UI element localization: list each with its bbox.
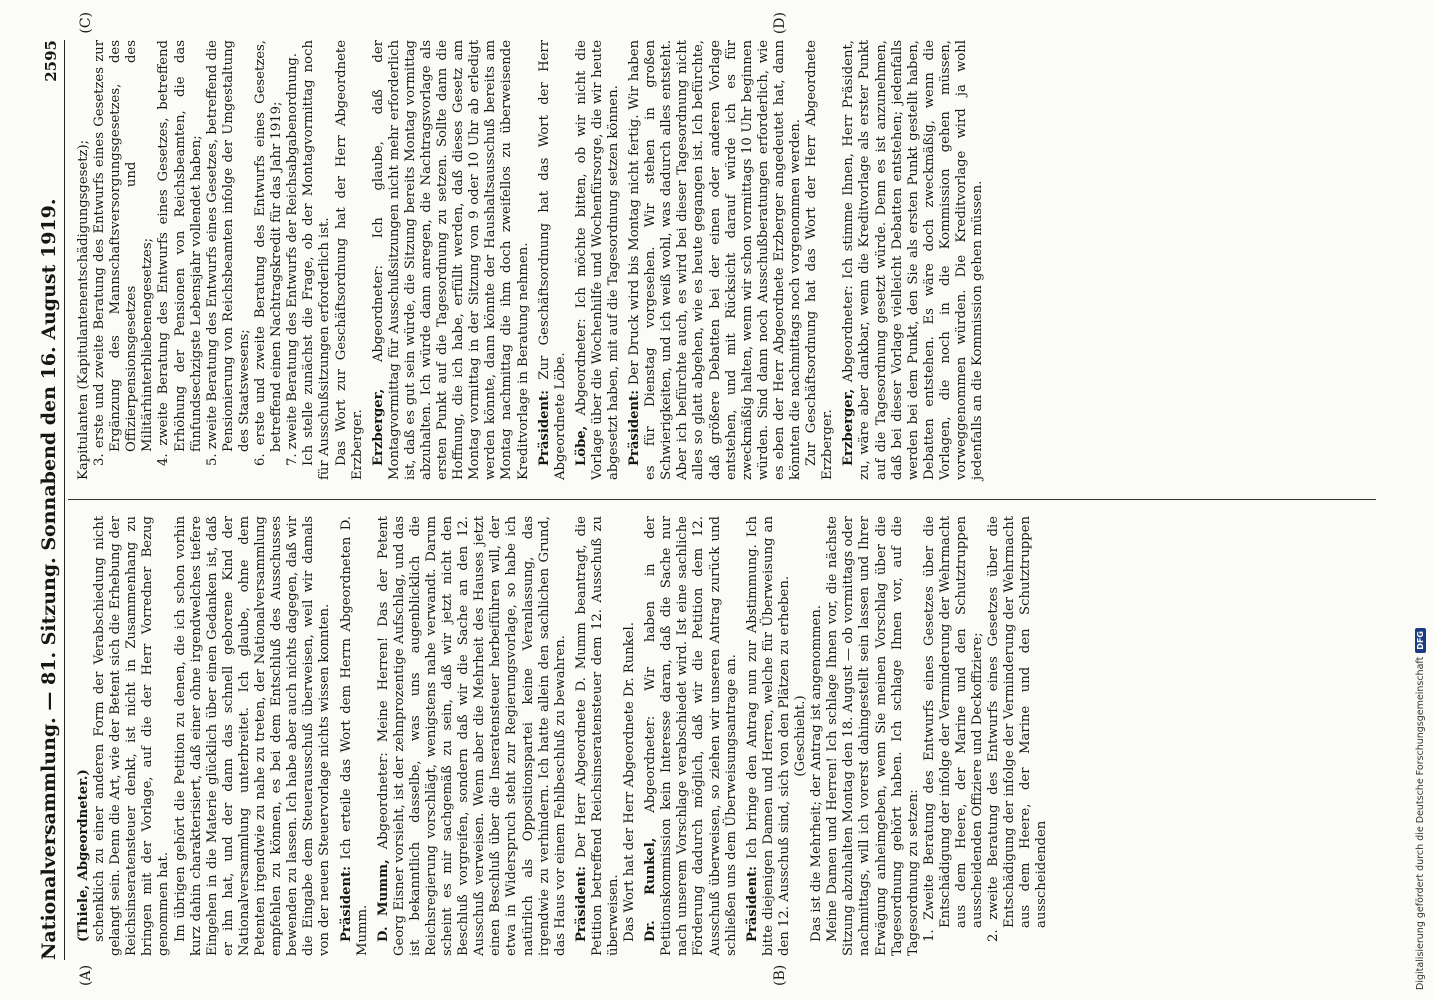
footer-text: Digitalisierung gefördert durch die Deutsche Forschungsgemeinschaft — [1415, 656, 1426, 990]
paragraph-text: 6. erste und zweite Beratung des Entwurfs eines Gesetzes, betreffend einen Nachtragskredit für das Jahr 1919; — [253, 40, 285, 466]
paragraph — [841, 40, 986, 480]
paragraph-text: Im übrigen gehört die Petition zu denen, die ich schon vorhin kurz dahin charakterisiert, daß einer ohne irgendwelches tiefere Eingehen in die Materie glücklich über einen Gedanken ist, daß er ihn hat, und der dann das schnell geborene Kind der Nationalversammlung unterbreitet. Ich glaube, ohne dem Petenten irgendwie zu nahe zu treten, der Nationalversammlung empfehlen zu können, es bei dem Entschluß des Ausschusses bewenden zu lassen. Ich habe aber auch nichts dagegen, daß wir die Eingabe dem Steuerausschuß überweisen, weil wir damals von der neuen Steuervorlage nichts wissen konnten. — [172, 516, 333, 956]
paragraph-text: Ich erteile das Wort dem Herrn Abgeordneten D. Mumm. — [338, 516, 370, 956]
paragraph — [376, 516, 569, 956]
speaker-name: Präsident: — [573, 865, 589, 942]
speaker-name: Erzberger, — [841, 388, 857, 466]
paragraph — [809, 516, 825, 956]
paragraph-text: 3. erste und zweite Beratung des Entwurfs eines Gesetzes zur Ergänzung des Mannschaftsversorgungsgesetzes, des Offizierpensionsgesetzes und des Militärhinterbliebenengesetzes; — [92, 40, 156, 466]
speaker-name: (Thiele, Abgeordneter.) — [76, 769, 91, 942]
speaker-name: Präsident: — [536, 389, 552, 466]
paragraph — [793, 516, 809, 956]
paragraph-text: Der Herr Abgeordnete D. Mumm beantragt, die Petition betreffend Reichsinseratensteuer dem 12. Ausschuß zu überweisen. — [573, 516, 621, 956]
paragraph — [537, 40, 569, 480]
paragraph — [643, 516, 740, 956]
paragraph — [173, 516, 334, 956]
speaker-name: Dr. Runkel, — [643, 837, 659, 942]
speaker-name: Präsident: — [744, 865, 760, 942]
paragraph-text: Ich stelle zunächst die Frage, ob der Montagvormittag noch für Ausschußsitzungen erforderlich ist. — [301, 40, 333, 480]
dfg-logo: DFG — [1415, 628, 1426, 653]
paragraph — [285, 40, 301, 480]
page-header — [34, 40, 65, 960]
paragraph-text: Abgeordneter: Wir haben in der Petitionskommission kein Interesse daran, daß die Sache nur nach unserem Vorschlage verabschiedet wird. Ist eine sachliche Förderung dadurch möglich, daß wir die Petition dem 12. Ausschuß überweisen, so ziehen wir unseren Antrag zurück und schließen uns dem Überweisungsantrage an. — [643, 516, 739, 956]
paragraph-text: 5. zweite Beratung des Entwurfs eines Gesetzes, betreffend die Pensionierung von Reichsbeamten infolge der Umgestaltung des Staatswesens; — [204, 40, 252, 466]
paragraph-text: Zur Geschäftsordnung hat das Wort der Herr Abgeordnete Löbe. — [536, 40, 568, 480]
paragraph — [156, 40, 204, 480]
paragraph — [745, 516, 793, 956]
paragraph — [92, 40, 156, 480]
speaker-name: Löbe, — [573, 425, 589, 466]
paragraph-text: schenklich zu einer anderen Form der Verabschiedung nicht gelangt sein. Denn die Art, wie der Betent sich die Erhebung der Reichsinseratensteuer denkt, ist nicht in Zusammenhang zu bringen mit der Vorlage, auf die der Herr Vorredner Bezug genommen hat. — [92, 516, 172, 956]
paragraph-text: 1. Zweite Beratung des Entwurfs eines Gesetzes über die Entschädigung der infolge der Verminderung der Wehrmacht aus dem Heere, der Marine und den Schutztruppen ausscheidenden Offiziere und Deckoffiziere; — [921, 516, 986, 942]
paragraph-text: Abgeordneter: Meine Herren! Das der Petent Georg Eisner vorsieht, ist der zehnprozentige Aufschlag, und das ist bekanntlich dasselbe, was uns augenblicklich die Reichsregierung vorschlägt, wenigstens nahe verwandt. Darum scheint es mir sachgemäß zu sein, daß wir jetzt nicht den Beschluß vorgreifen, sondern daß wir die Sache an den 12. Ausschuß verweisen. Wenn aber die Mehrheit des Hauses jetzt einen Beschluß über die Inseratensteuer herbeiführen will, der etwa in Widerspruch steht zur Regierungsvorlage, so habe ich natürlich als Oppositionspartei keine Veranlassung, das irgendwie zu verhindern. Ich hatte allein den sachlichen Grund, das Haus vor einem Fehlbeschluß zu bewahren. — [375, 516, 568, 956]
paragraph-text: Zur Geschäftsordnung hat das Wort der Herr Abgeordnete Erzberger. — [804, 40, 836, 480]
paragraph-text: Das Wort zur Geschäftsordnung hat der Herr Abgeordnete Erzberger. — [333, 40, 365, 480]
paragraph-text: Ich bringe den Antrag nun zur Abstimmung. Ich bitte diejenigen Damen und Herren, welche für Überweisung an den 12. Ausschuß sind, sich von den Plätzen zu erheben. — [744, 516, 792, 956]
paragraph-text: 2. zweite Beratung des Entwurfs eines Gesetzes über die Entschädigung der infolge der Verminderung der Wehrmacht aus dem Heere, der Marine und den Schutztruppen ausscheidenden — [986, 516, 1050, 942]
right-column — [76, 40, 986, 480]
paragraph — [825, 516, 922, 956]
paragraph-text: Der Druck wird bis Montag nicht fertig. Wir haben es für Dienstag vorgesehen. Wir stehen in großen Schwierigkeiten, und ich weiß wohl, was dadurch alles entsteht. Aber ich befürchte auch, es wird bei dieser Tagesordnung nicht alles so glatt abgehen, wie es heute gegangen ist. Ich befürchte, daß größere Debatten bei der einen oder anderen Vorlage entstehen, und mit Rücksicht darauf würde ich es für zweckmäßig halten, wenn wir schon vormittags 10 Uhr beginnen würden. Sind dann noch Ausschußberatungen erforderlich, wie es eben der Herr Abgeordnete Erzberger angedeutet hat, dann könnten die nachmittags noch vorgenommen werden. — [627, 40, 804, 480]
page-footer — [1415, 628, 1426, 990]
header-title: Nationalversammlung. — 81. Sitzung. Sonnabend den 16. August 1919. — [38, 198, 60, 960]
paragraph — [622, 516, 638, 956]
speaker-name: Präsident: — [627, 389, 643, 466]
speaker-name: Erzberger, — [370, 388, 386, 466]
paragraph — [986, 516, 1050, 956]
paragraph — [301, 40, 333, 480]
paragraph — [627, 40, 804, 480]
speaker-name: Präsident: — [338, 865, 354, 942]
paragraph-text: Meine Damen und Herren! Ich schlage Ihnen vor, die nächste Sitzung abzuhalten Montag den 18. August — ob vormittags oder nachmittags, will ich vorerst dahingestellt sein lassen und Ihrer Erwägung anheimgeben, wenn Sie meinen Vorschlag über die Tagesordnung gehört haben. Ich schlage Ihnen vor, auf die Tagesordnung zu setzen: — [825, 516, 921, 956]
paragraph-text: Kapitulanten (Kapitulantenentschädigungsgesetz); — [76, 139, 91, 480]
paragraph — [334, 40, 366, 480]
paragraph-text: Abgeordneter: Ich möchte bitten, ob wir nicht die Vorlage über die Wochenhilfe und Wochenfürsorge, die wir heute abgesetzt haben, mit auf die Tagesordnung setzen können. — [573, 40, 621, 480]
paragraph-text: Das ist die Mehrheit; der Antrag ist angenommen. — [809, 605, 825, 942]
paragraph — [76, 40, 92, 480]
page-number: 2595 — [42, 40, 60, 82]
paragraph-text: Abgeordneter: Ich glaube, daß der Montagvormittag für Ausschußsitzungen nicht mehr erforderlich ist, daß es gut sein würde, die Sitzung bereits Montag vormittag abzuhalten. Ich würde dann anregen, die Nachtragsvorlage als ersten Punkt auf die Tagesordnung zu setzen. Sollte dann die Hoffnung, die ich habe, erfüllt werden, daß dieses Gesetz am Montag vormittag in der Sitzung von 9 oder 10 Uhr ab erledigt werden könnte, dann könnte der Haushaltsausschuß bereits am Montag nachmittag die ihm doch zweifellos zu überweisende Kreditvorlage in Beratung nehmen. — [370, 40, 531, 480]
margin-marker-d: (D) — [772, 12, 788, 35]
paragraph — [922, 516, 986, 956]
paragraph-text: 4. zweite Beratung des Entwurfs eines Gesetzes, betreffend Erhöhung der Pensionen von Reichsbeamten, die das fünfundsechzigste Lebensjahr vollendet haben; — [156, 40, 204, 466]
paragraph — [76, 516, 92, 956]
paragraph — [339, 516, 371, 956]
paragraph-text: (Geschieht.) — [793, 695, 809, 777]
margin-marker-b: (B) — [772, 964, 788, 986]
paragraph — [253, 40, 285, 480]
paragraph-text: Abgeordneter: Ich stimme Ihnen, Herr Präsident, zu, wäre aber dankbar, wenn die Kreditvorlage als erster Punkt auf die Tagesordnung gesetzt würde. Denn es ist anzunehmen, daß bei dieser Vorlage vielleicht Debatten entstehen; jedenfalls werden bei dem Punkt, den Sie als ersten Punkt gestellt haben, Debatten entstehen. Es wäre doch zweckmäßig, wenn die Vorlagen, die noch in die Kommission gehen müssen, vorweggenommen würden. Die Kreditvorlage wird ja wohl jedenfalls an die Kommission gehen müssen. — [841, 40, 986, 480]
speaker-name: D. Mumm, — [375, 859, 391, 942]
paragraph-text: 7. zweite Beratung des Entwurfs der Reichsabgabenordnung. — [285, 53, 301, 466]
paragraph — [574, 40, 622, 480]
paragraph-text: Das Wort hat der Herr Abgeordnete Dr. Runkel. — [622, 622, 638, 942]
paragraph — [205, 40, 253, 480]
paragraph — [574, 516, 622, 956]
paragraph — [804, 40, 836, 480]
paragraph — [371, 40, 532, 480]
margin-marker-c: (C) — [78, 12, 94, 34]
left-column — [76, 516, 1051, 956]
paragraph — [92, 516, 172, 956]
margin-marker-a: (A) — [78, 964, 94, 986]
column-divider — [68, 499, 1376, 500]
